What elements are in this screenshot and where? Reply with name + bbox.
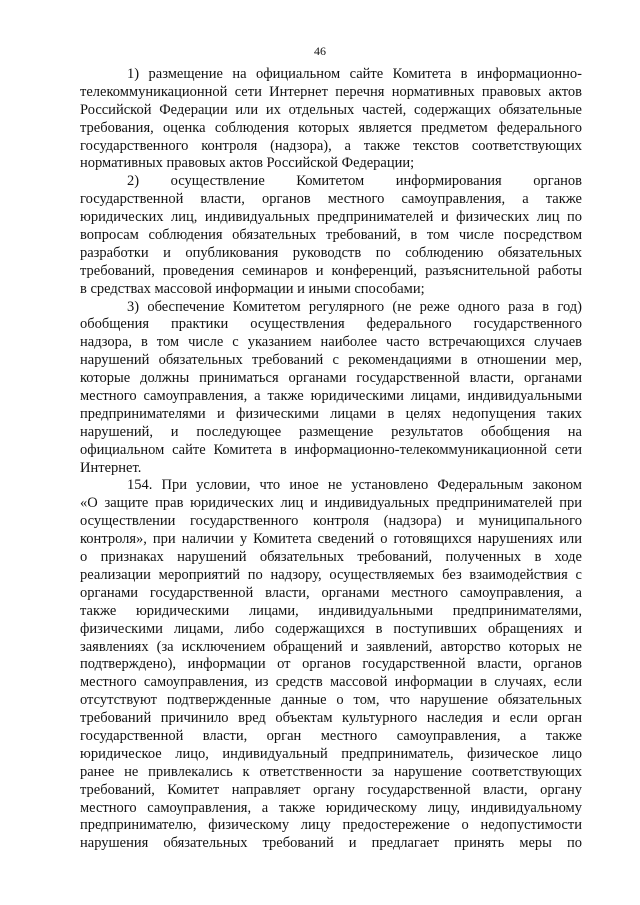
paragraph-item-1-line: государственного контроля (надзора), а также текстов соответствующих (80, 137, 582, 154)
paragraph-item-1-line: телекоммуникационной сети Интернет перечня нормативных правовых актов (80, 83, 582, 100)
paragraph-item-1-line: Российской Федерации или их отдельных частей, содержащих обязательные (80, 101, 582, 118)
paragraph-item-3-line: предпринимателями и физическими лицами в целях недопущения таких (80, 405, 582, 422)
paragraph-item-154-line: органами государственной власти, органами местного самоуправления, а (80, 584, 582, 601)
paragraph-item-3-line: нарушений обязательных требований с рекомендациями в отношении мер, (80, 352, 582, 369)
paragraph-item-154-line: реализации мероприятий по надзору, осуществляемых без взаимодействия с (80, 566, 582, 583)
paragraph-item-154-line: местного самоуправления, из средств массовой информации в случаях, если (80, 674, 582, 691)
paragraph-item-2-line: государственной власти, органов местного самоуправления, а также (80, 191, 582, 208)
paragraph-item-3-line: обобщения практики осуществления федерального государственного (80, 316, 582, 333)
paragraph-item-2-line: вопросам соблюдения обязательных требований, в том числе посредством (80, 227, 582, 244)
paragraph-item-154-line: государственной власти, орган местного самоуправления, а также (80, 727, 582, 744)
paragraph-item-154-line: осуществлении государственного контроля (надзора) и муниципального (80, 513, 582, 530)
paragraph-item-154-line: требований причинило вред объектам культурного наследия и если орган (80, 710, 582, 727)
paragraph-item-3-line: надзора, в том числе с указанием наиболее часто встречающихся случаев (80, 334, 582, 351)
paragraph-item-154-line: физическими лицами, либо содержащихся в поступивших обращениях и (80, 620, 582, 637)
paragraph-item-154-line: «О защите прав юридических лиц и индивидуальных предпринимателей при (80, 495, 582, 512)
paragraph-item-1-line: требования, оценка соблюдения которых является предметом федерального (80, 119, 582, 136)
paragraph-item-1-line: 1) размещение на официальном сайте Комитета в информационно- (127, 66, 582, 82)
paragraph-item-1-line: нормативных правовых актов Российской Федерации; (80, 155, 415, 172)
paragraph-item-2-line: разработки и опубликования руководств по соблюдению обязательных (80, 244, 582, 261)
paragraph-item-154-line: нарушения обязательных требований и предлагает принять меры по (80, 835, 582, 852)
document-body (80, 66, 582, 853)
page-number: 46 (314, 44, 326, 58)
paragraph-item-154-line: заявлениях (за исключением обращений и заявлений, авторство которых не (80, 638, 582, 655)
paragraph-item-154-line: контроля», при наличии у Комитета сведений о готовящихся нарушениях или (80, 531, 582, 548)
paragraph-item-2-line: в средствах массовой информации и иными способами; (80, 280, 425, 297)
paragraph-item-154-line: предпринимателю, физическому лицу предостережение о недопустимости (80, 817, 582, 834)
paragraph-item-3-line: которые должны приниматься органами государственной власти, органами (80, 370, 582, 387)
paragraph-item-154-line: ранее не привлекались к ответственности за нарушение соответствующих (80, 763, 582, 780)
paragraph-item-3-line: 3) обеспечение Комитетом регулярного (не реже одного раза в год) (127, 298, 582, 315)
paragraph-item-154-line: юридическое лицо, индивидуальный предприниматель, физическое лицо (80, 745, 582, 762)
paragraph-item-154-line: требований, Комитет направляет органу государственной власти, органу (80, 781, 582, 798)
paragraph-item-154-line: 154. При условии, что иное не установлено Федеральным законом (127, 477, 582, 494)
paragraph-item-3-line: Интернет. (80, 459, 142, 476)
paragraph-item-2-line: 2) осуществление Комитетом информирования органов (127, 173, 582, 190)
paragraph-item-154-line: подтверждено), информации от органов государственной власти, органов (80, 656, 582, 673)
paragraph-item-3-line: нарушений, и последующее размещение результатов обобщения на (80, 423, 582, 440)
paragraph-item-3-line: официальном сайте Комитета в информационно-телекоммуникационной сети (80, 441, 582, 458)
paragraph-item-2-line: требований, проведения семинаров и конференций, разъяснительной работы (80, 262, 582, 279)
paragraph-item-154-line: местного самоуправления, а также юридическому лицу, индивидуальному (80, 799, 582, 816)
paragraph-item-3-line: местного самоуправления, а также юридическими лицами, индивидуальными (80, 388, 582, 405)
paragraph-item-2-line: юридических лиц, индивидуальных предпринимателей и физических лиц по (80, 209, 582, 226)
paragraph-item-154-line: также юридическими лицами, индивидуальными предпринимателями, (80, 602, 582, 619)
paragraph-item-154-line: отсутствуют подтвержденные данные о том, что нарушение обязательных (80, 692, 582, 709)
paragraph-item-154-line: о признаках нарушений обязательных требований, полученных в ходе (80, 549, 582, 566)
